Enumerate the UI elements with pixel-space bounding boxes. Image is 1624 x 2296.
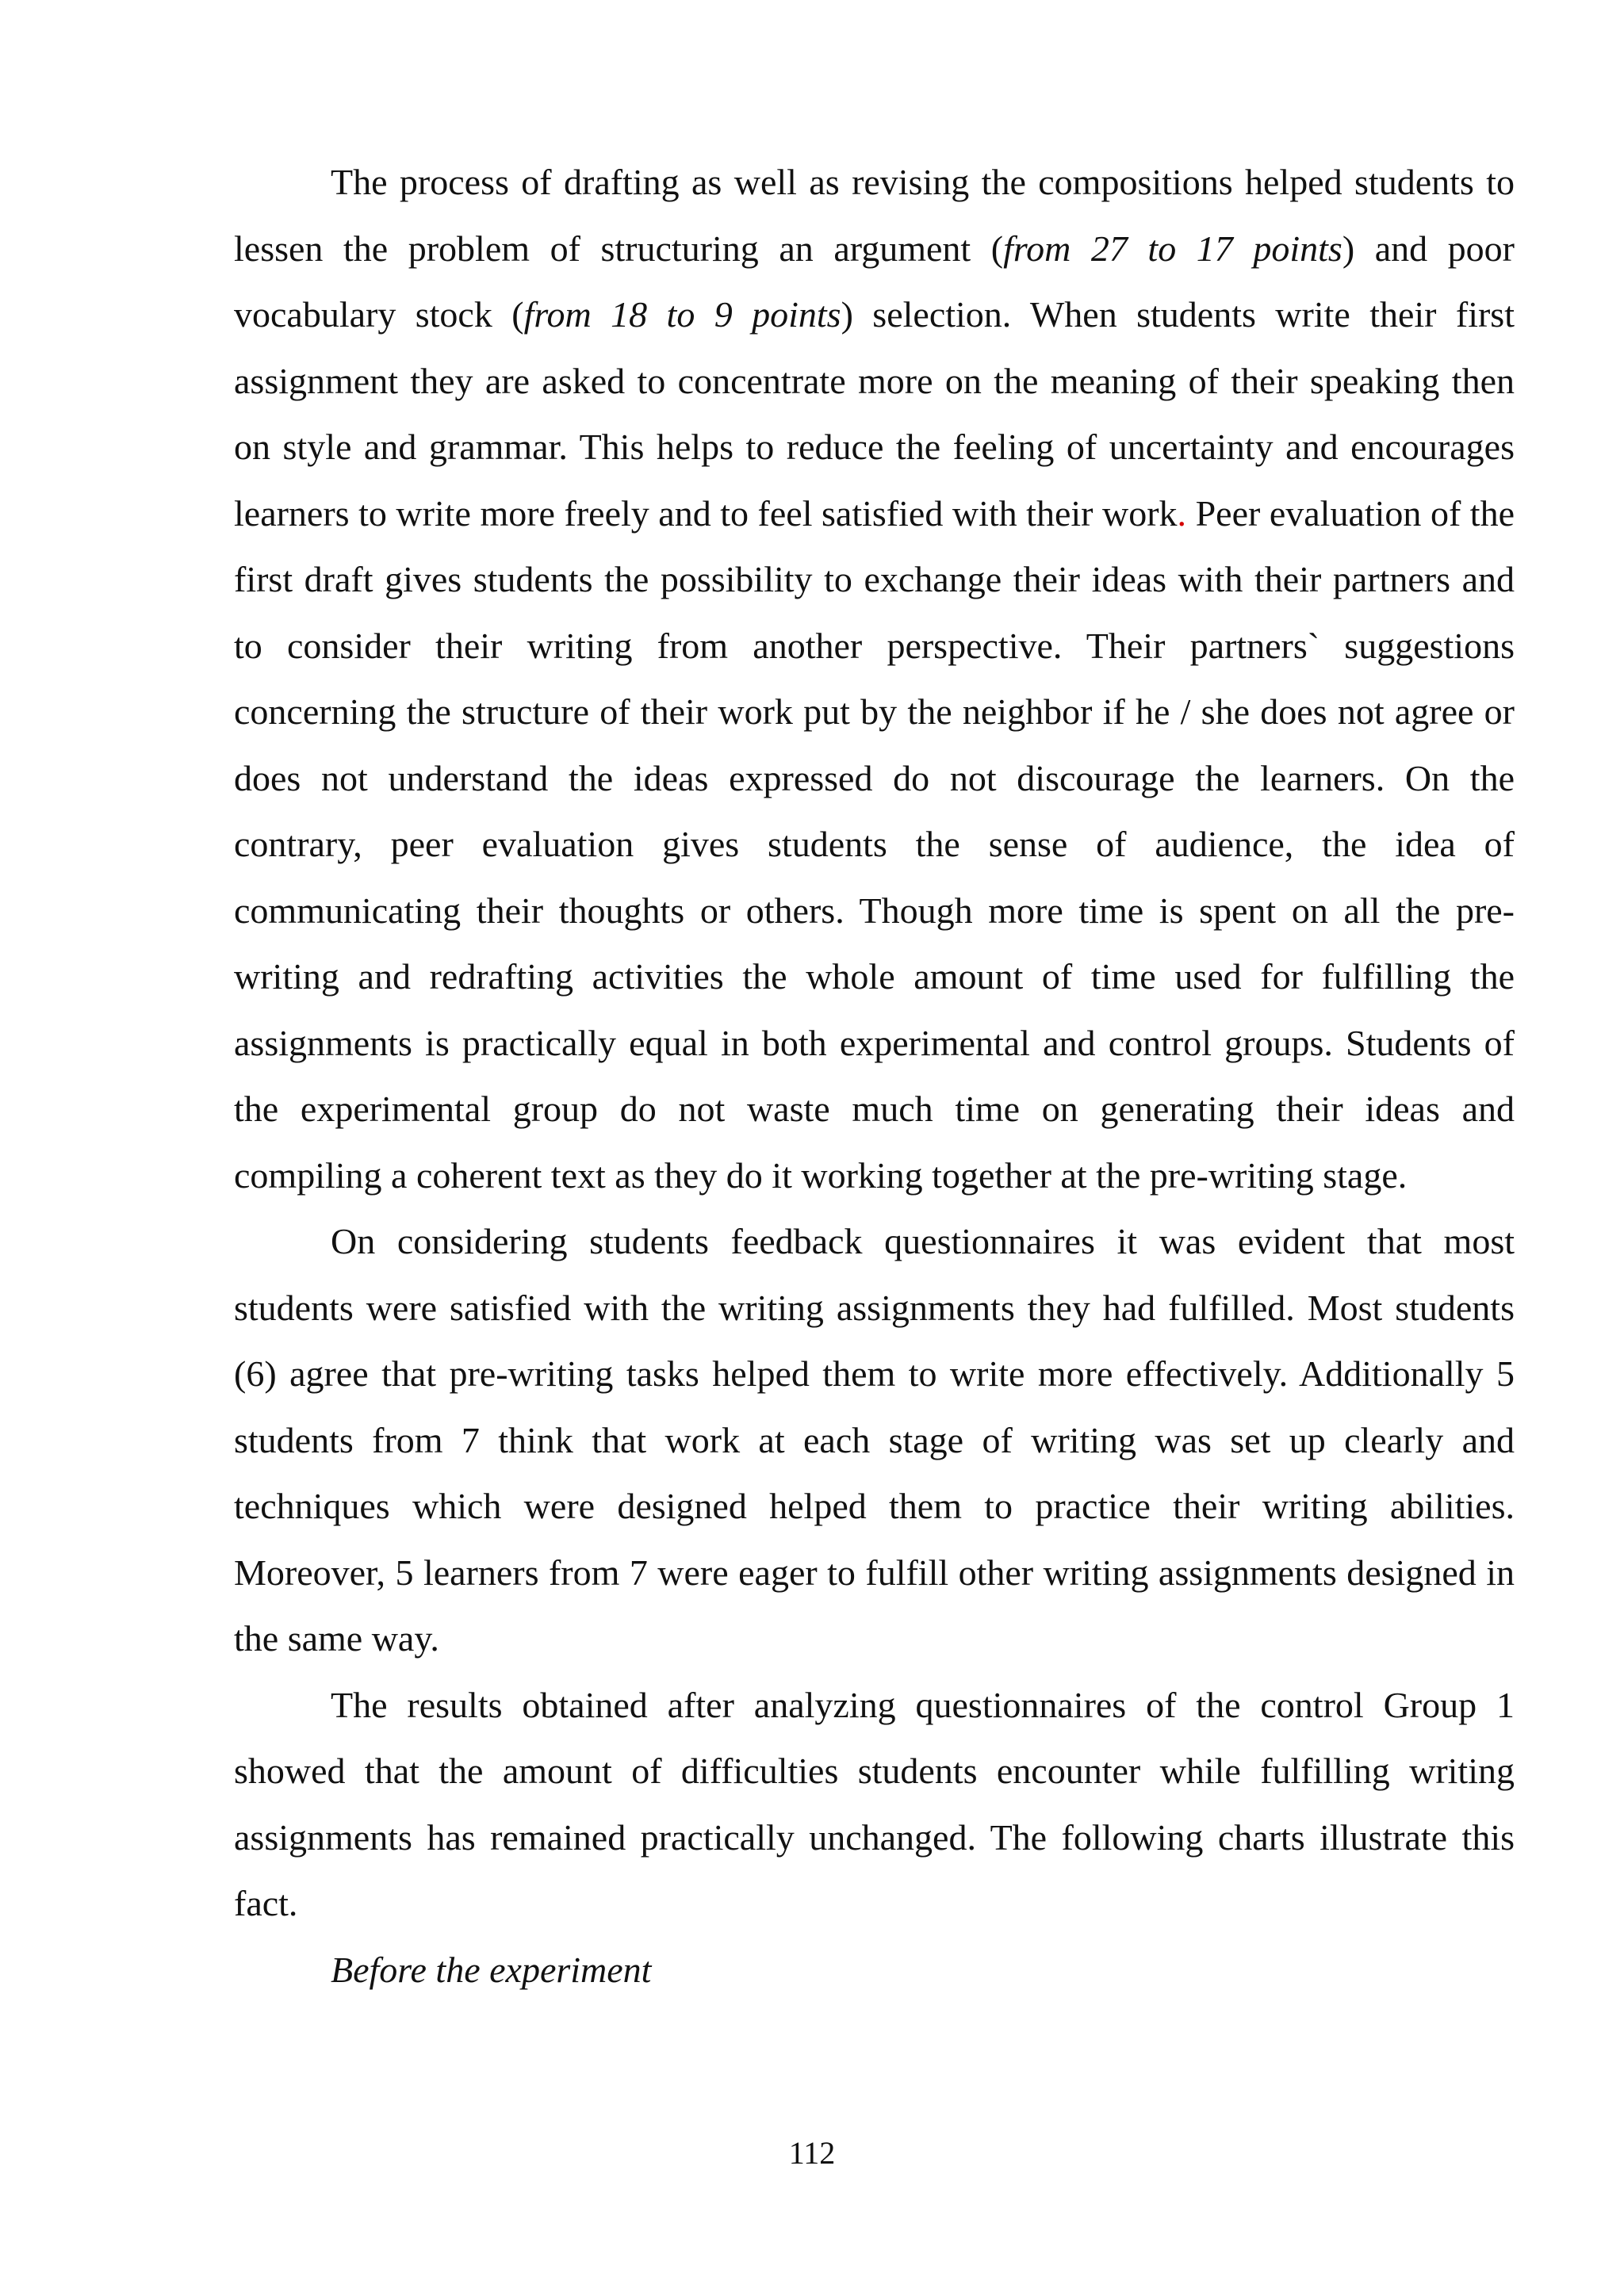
section-subheading (234, 1937, 1515, 2003)
paragraph (234, 149, 1515, 1208)
text-run: On considering students feedback questionnaires it was evident that most students were satisfied with the writing assignments they had fulfilled. Most students (6) agree that pre-writing tasks helped them to write more effectively. Additionally 5 students from 7 think that work at each stage of writing was set up clearly and techniques which were designed helped them to practice their writing abilities. Moreover, 5 learners from 7 were eager to fulfill other writing assignments designed in the same way. (234, 1221, 1515, 1659)
italic-text: from 27 to 17 points (1003, 228, 1342, 269)
text-run: ) selection. When students write their first assignment they are asked to concentrate more on the meaning of their speaking then on style and grammar. This helps to reduce the feeling of uncertainty and encourages learners to write more freely and to feel satisfied with their work (234, 294, 1515, 534)
red-period: . (1177, 492, 1187, 534)
italic-text: from 18 to 9 points (523, 294, 841, 335)
text-run: The results obtained after analyzing questionnaires of the control Group 1 showed that the amount of difficulties students encounter while fulfilling writing assignments has remained practically unchanged. The following charts illustrate this fact. (234, 1684, 1515, 1923)
paragraph (234, 1208, 1515, 1672)
italic-text: Before the experiment (331, 1949, 652, 1990)
page-number: 112 (788, 2135, 836, 2171)
paragraph (234, 1672, 1515, 1937)
text-run: ) and poor vocabulary stock ( (234, 228, 1515, 335)
text-run: Peer evaluation of the first draft gives students the possibility to exchange their ideas with their partners and to consider their writing from another perspective. Their partners` suggestions concerning the structure of their work put by the neighbor if he / she does not agree or does not understand the ideas expressed do not discourage the learners. On the contrary, peer evaluation gives students the sense of audience, the idea of communicating their thoughts or others. Though more time is spent on all the pre-writing and redrafting activities the whole amount of time used for fulfilling the assignments is practically equal in both experimental and control groups. Students of the experimental group do not waste much time on generating their ideas and compiling a coherent text as they do it working together at the pre-writing stage. (234, 492, 1515, 1196)
body-text (234, 149, 1515, 2003)
text-run: The process of drafting as well as revising the compositions helped students to lessen the problem of structuring an argument ( (234, 162, 1515, 269)
